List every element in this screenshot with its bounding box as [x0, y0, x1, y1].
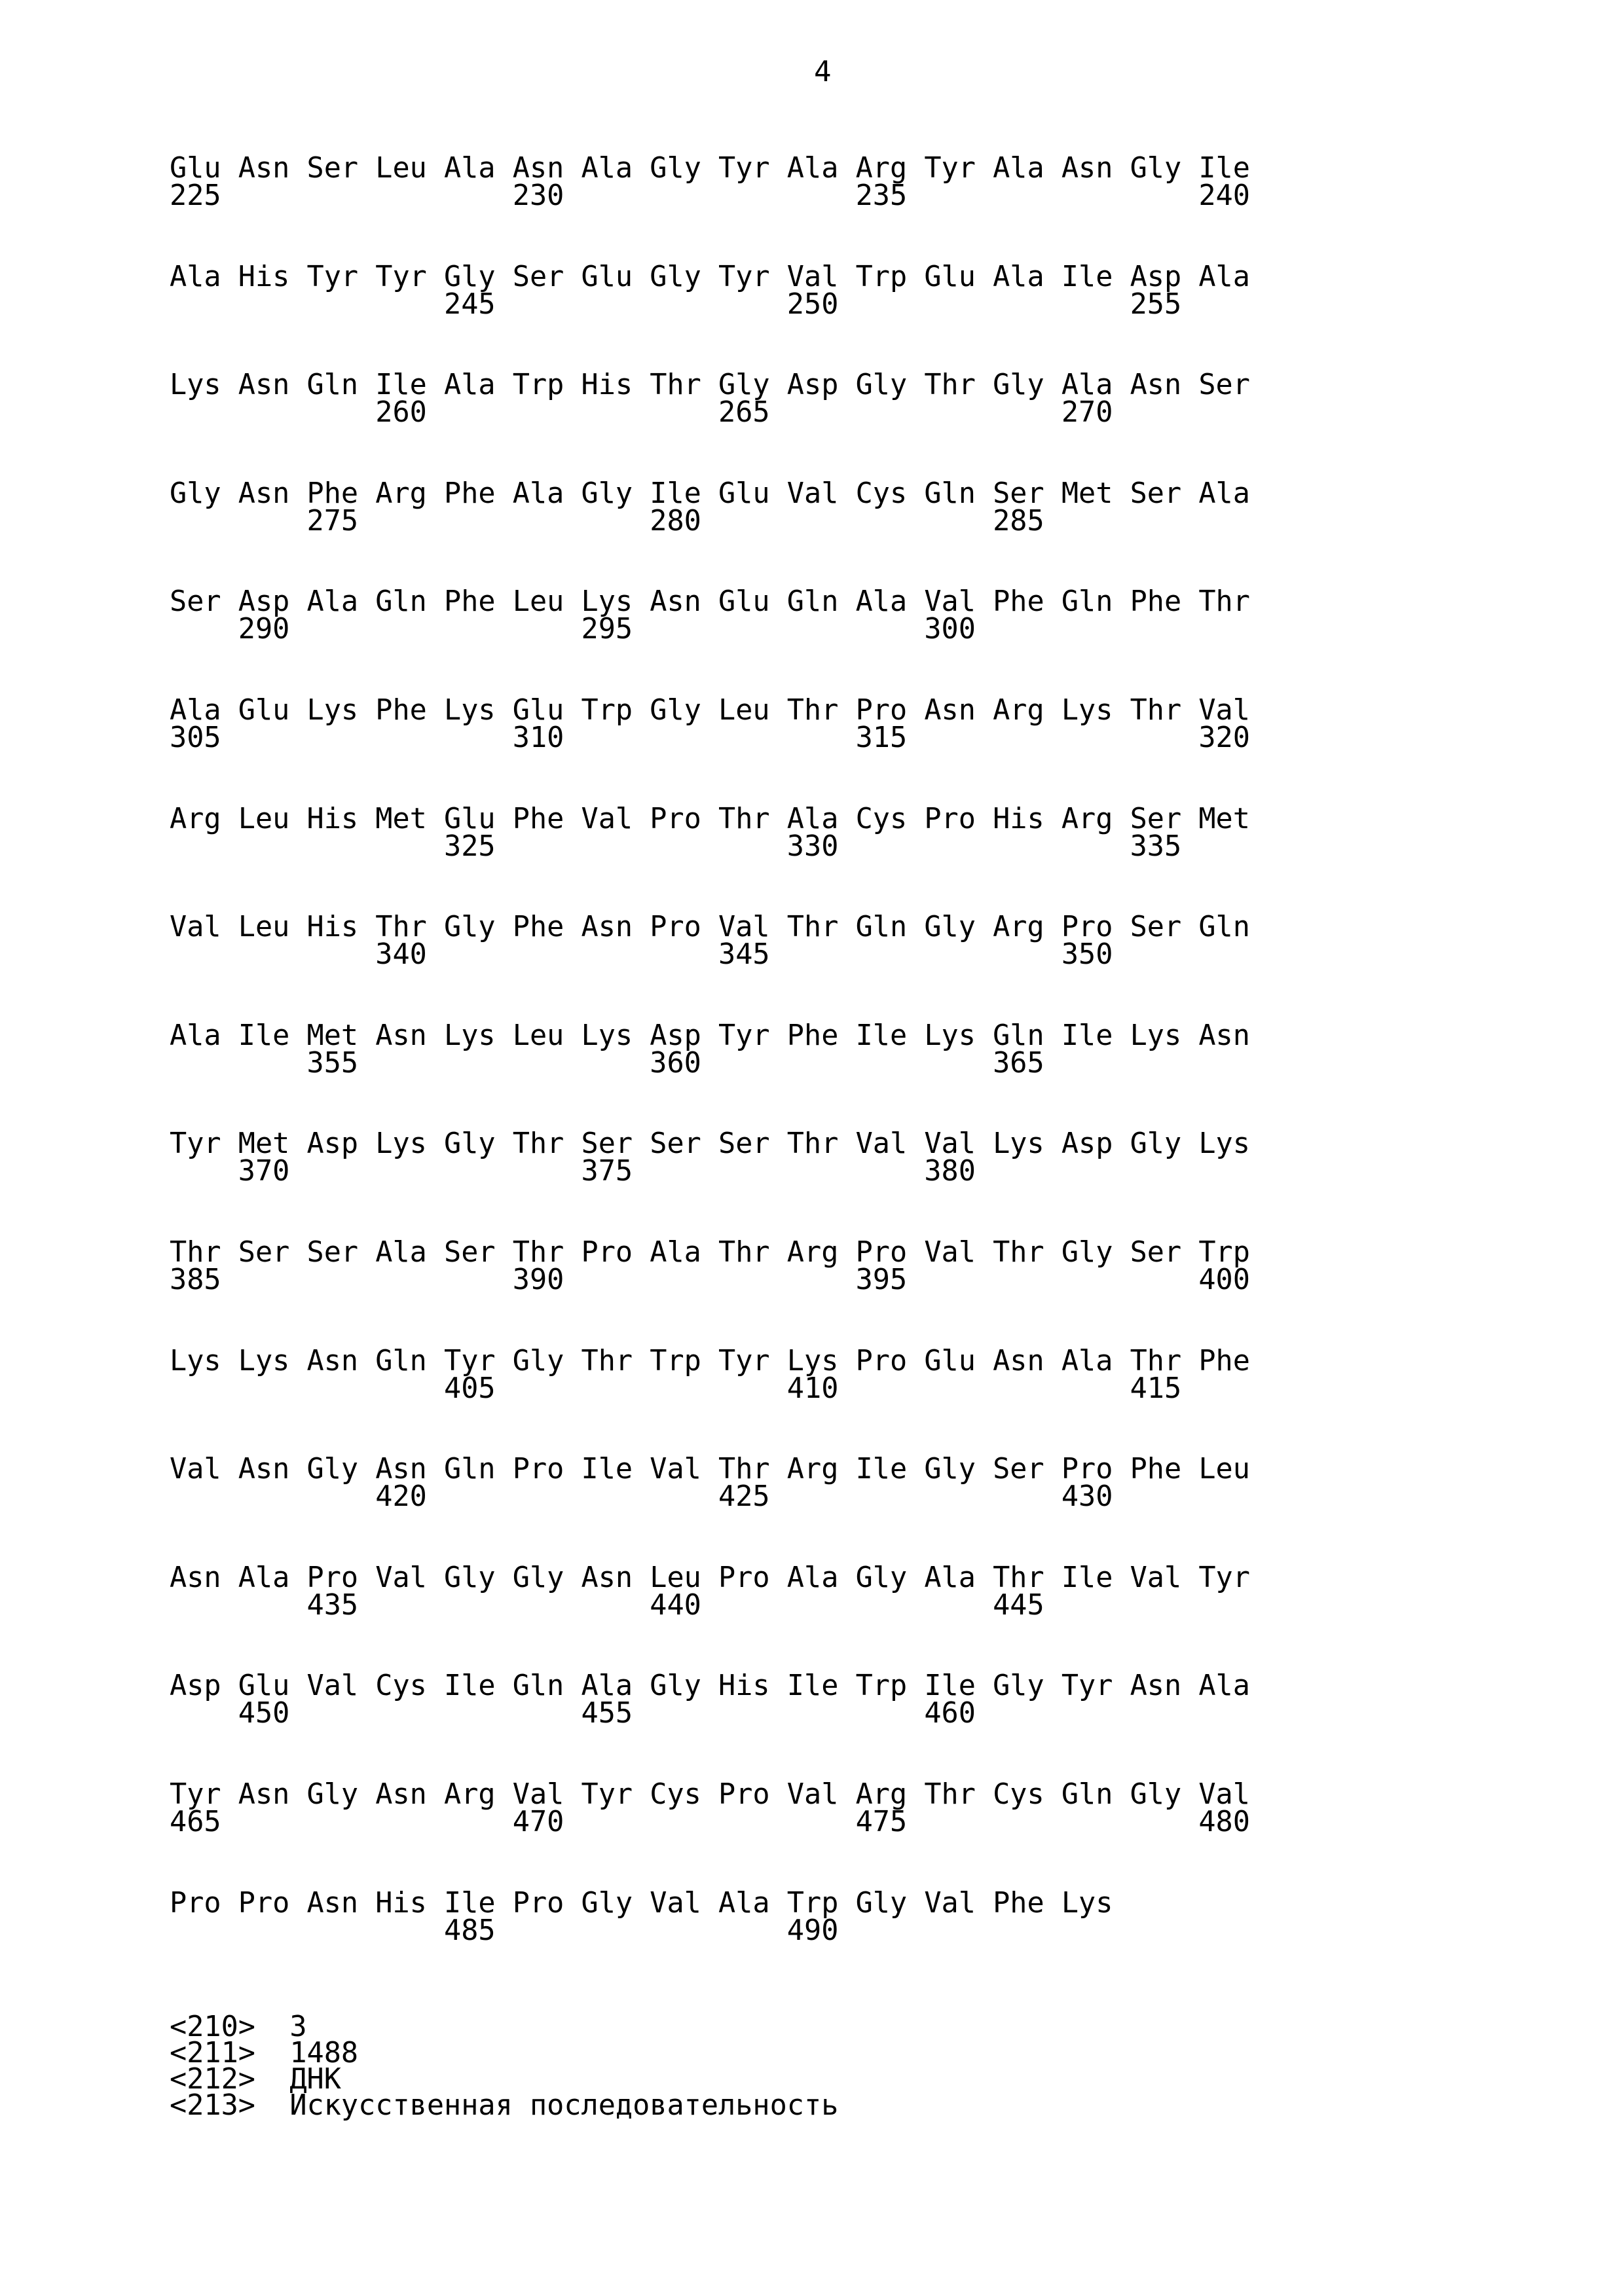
metadata-line: <212> ДНК: [170, 2063, 341, 2096]
sequence-line: Val Asn Gly Asn Gln Pro Ile Val Thr Arg Ile Gly Ser Pro Phe Leu: [170, 1453, 1250, 1486]
sequence-line: Ala Ile Met Asn Lys Leu Lys Asp Tyr Phe Ile Lys Gln Ile Lys Asn: [170, 1019, 1250, 1052]
position-numbers-line: 225 230 235 240: [170, 179, 1250, 212]
sequence-block: [170, 1344, 1250, 1405]
metadata-line: <213> Искусственная последовательность: [170, 2089, 839, 2122]
sequence-line: Thr Ser Ser Ala Ser Thr Pro Ala Thr Arg Pro Val Thr Gly Ser Trp: [170, 1235, 1250, 1269]
sequence-line: Ala His Tyr Tyr Gly Ser Glu Gly Tyr Val Trp Glu Ala Ile Asp Ala: [170, 260, 1250, 293]
sequence-block: [170, 1777, 1250, 1838]
metadata-line: <210> 3: [170, 2011, 307, 2043]
position-numbers-line: 290 295 300: [170, 613, 976, 646]
sequence-line: Arg Leu His Met Glu Phe Val Pro Thr Ala Cys Pro His Arg Ser Met: [170, 802, 1250, 835]
sequence-block: [170, 1886, 1250, 1947]
sequence-block: [170, 693, 1250, 754]
sequence-block: [170, 1235, 1250, 1296]
sequence-line: Tyr Asn Gly Asn Arg Val Tyr Cys Pro Val Arg Thr Cys Gln Gly Val: [170, 1777, 1250, 1811]
sequence-line: Asp Glu Val Cys Ile Gln Ala Gly His Ile Trp Ile Gly Tyr Asn Ala: [170, 1669, 1250, 1703]
sequence-line: Val Leu His Thr Gly Phe Asn Pro Val Thr Gln Gly Arg Pro Ser Gln: [170, 911, 1250, 944]
sequence-line: Ser Asp Ala Gln Phe Leu Lys Asn Glu Gln Ala Val Phe Gln Phe Thr: [170, 585, 1250, 619]
position-numbers-line: 450 455 460: [170, 1697, 976, 1730]
sequence-line: Lys Lys Asn Gln Tyr Gly Thr Trp Tyr Lys Pro Glu Asn Ala Thr Phe: [170, 1344, 1250, 1377]
sequence-block: [170, 585, 1250, 646]
position-numbers-line: 355 360 365: [170, 1046, 1044, 1080]
position-numbers-line: 325 330 335: [170, 829, 1182, 863]
position-numbers-line: 370 375 380: [170, 1155, 976, 1188]
sequence-block: [170, 1669, 1250, 1730]
sequence-line: Tyr Met Asp Lys Gly Thr Ser Ser Ser Thr Val Val Lys Asp Gly Lys: [170, 1127, 1250, 1161]
sequence-block: [170, 802, 1250, 863]
sequence-block: [170, 369, 1250, 429]
metadata-line: <211> 1488: [170, 2037, 359, 2069]
sequence-line: Lys Asn Gln Ile Ala Trp His Thr Gly Asp Gly Thr Gly Ala Asn Ser: [170, 369, 1250, 402]
sequence-metadata: [170, 2011, 839, 2122]
sequence-block: [170, 477, 1250, 538]
position-numbers-line: 245 250 255: [170, 287, 1182, 321]
position-numbers-line: 260 265 270: [170, 396, 1113, 429]
sequence-line: Pro Pro Asn His Ile Pro Gly Val Ala Trp Gly Val Phe Lys: [170, 1886, 1113, 1920]
position-numbers-line: 405 410 415: [170, 1372, 1182, 1405]
position-numbers-line: 420 425 430: [170, 1480, 1113, 1514]
sequence-listing: [170, 152, 1250, 1997]
sequence-line: Ala Glu Lys Phe Lys Glu Trp Gly Leu Thr Pro Asn Arg Lys Thr Val: [170, 693, 1250, 727]
sequence-block: [170, 1561, 1250, 1622]
position-numbers-line: 435 440 445: [170, 1588, 1044, 1622]
sequence-line: Glu Asn Ser Leu Ala Asn Ala Gly Tyr Ala Arg Tyr Ala Asn Gly Ile: [170, 152, 1250, 185]
sequence-block: [170, 1127, 1250, 1188]
sequence-block: [170, 1019, 1250, 1080]
page-number: 4: [814, 55, 832, 88]
sequence-line: Gly Asn Phe Arg Phe Ala Gly Ile Glu Val Cys Gln Ser Met Ser Ala: [170, 477, 1250, 510]
position-numbers-line: 340 345 350: [170, 938, 1113, 972]
position-numbers-line: 305 310 315 320: [170, 721, 1250, 754]
position-numbers-line: 465 470 475 480: [170, 1805, 1250, 1838]
sequence-line: Asn Ala Pro Val Gly Gly Asn Leu Pro Ala Gly Ala Thr Ile Val Tyr: [170, 1561, 1250, 1594]
sequence-block: [170, 260, 1250, 321]
sequence-block: [170, 1453, 1250, 1514]
sequence-block: [170, 152, 1250, 212]
position-numbers-line: 485 490: [170, 1914, 839, 1947]
position-numbers-line: 275 280 285: [170, 504, 1044, 538]
sequence-block: [170, 911, 1250, 972]
position-numbers-line: 385 390 395 400: [170, 1263, 1250, 1296]
